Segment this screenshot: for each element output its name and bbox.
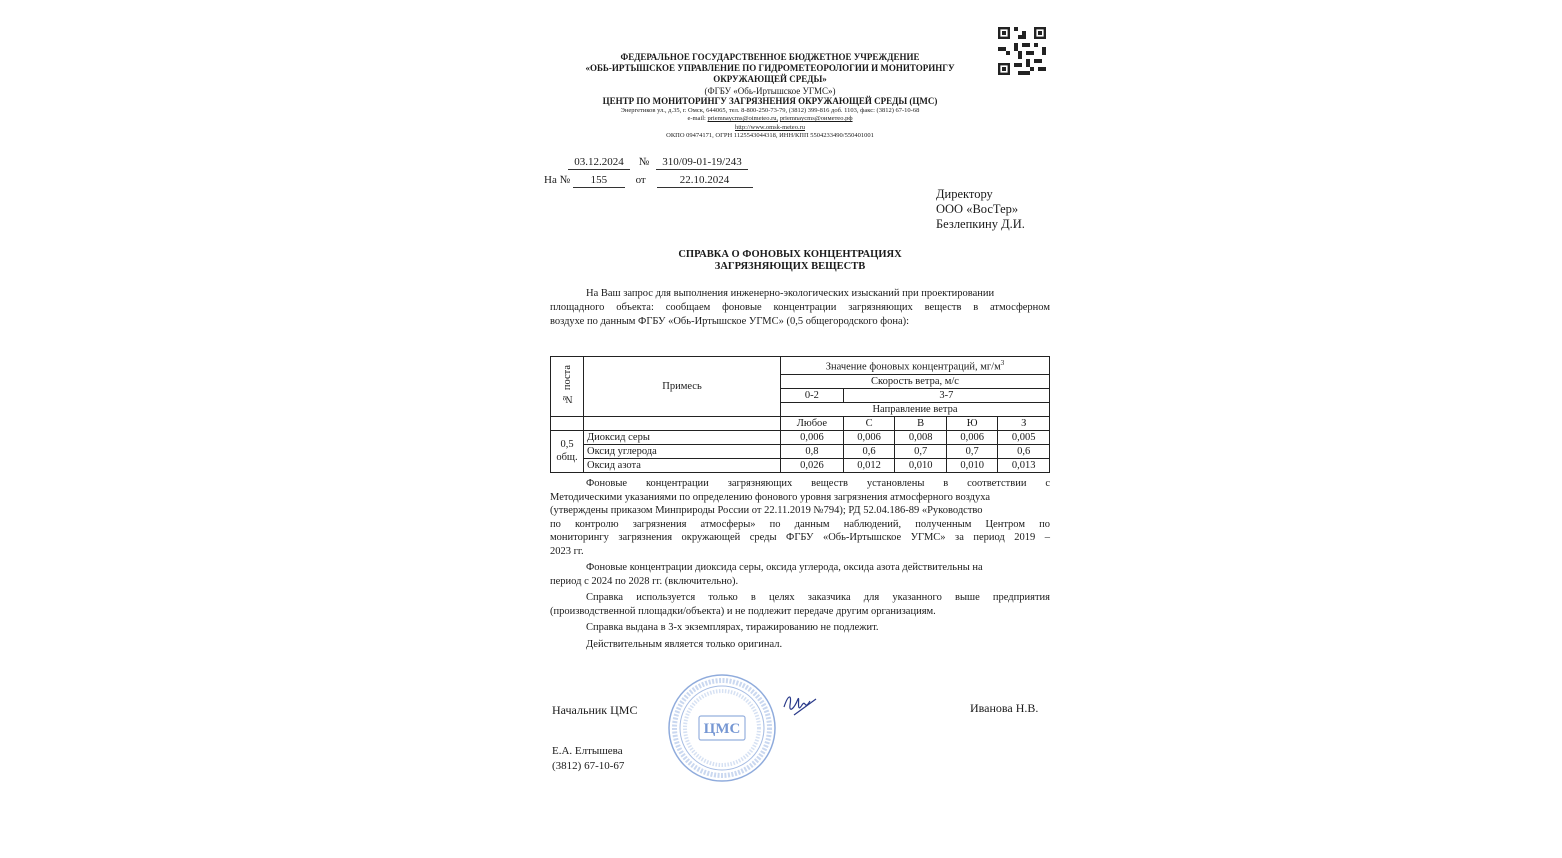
substance-name: Оксид азота xyxy=(584,458,781,472)
p1-line-6: 2023 гг. xyxy=(550,545,584,557)
table-row xyxy=(551,458,1050,472)
p1-line-4: по контролю загрязнения атмосферы» по данным наблюдений, полученным Центром по xyxy=(550,518,1050,530)
reply-reg xyxy=(544,173,753,188)
p3-line-2: (производственной площадки/объекта) и не подлежит передаче другим организациям. xyxy=(550,605,936,617)
title-line-2: ЗАГРЯЗНЯЮЩИХ ВЕЩЕСТВ xyxy=(714,261,866,272)
title-line-1: СПРАВКА О ФОНОВЫХ КОНЦЕНТРАЦИЯХ xyxy=(678,249,902,260)
p1-line-5: мониторингу загрязнения окружающей среды ФГБУ «Обь-Иртышское УГМС» за период 2019 – xyxy=(550,532,1050,543)
signer-position: Начальник ЦМС xyxy=(552,703,638,717)
document-page xyxy=(480,0,1100,858)
value-cell: 0,7 xyxy=(895,444,947,458)
p1-line-1: Фоновые концентрации загрязняющих веществ установлены в соответствии с xyxy=(586,478,1050,489)
executor-phone: (3812) 67-10-67 xyxy=(552,760,625,772)
p5: Действительным является только оригинал. xyxy=(586,638,783,650)
org-short-name: (ФГБУ «Обь-Иртышское УГМС») xyxy=(704,86,836,96)
outgoing-date: 03.12.2024 xyxy=(568,155,630,170)
col-header-wind-dir: Направление ветра xyxy=(781,402,1050,416)
value-cell: 0,6 xyxy=(843,444,895,458)
dir-east: В xyxy=(895,416,947,430)
org-address: Энергетиков ул., д.35, г. Омск, 644065, тел. 8-800-250-73-79, (3812) 399-816 доб. 1103, факс: (3812) 67-10-68 xyxy=(620,107,920,114)
reply-label: На № xyxy=(544,174,571,186)
reply-number: 155 xyxy=(573,173,625,188)
dir-empty-cell xyxy=(551,416,584,430)
org-name-line-3: ОКРУЖАЮЩЕЙ СРЕДЫ» xyxy=(713,74,827,84)
dir-empty-cell xyxy=(584,416,781,430)
email-link-2[interactable]: priemnaycms@оиметео.рф xyxy=(779,115,853,122)
intro-paragraph xyxy=(550,287,1050,329)
p3-line-1: Справка используется только в целях заказчика для указанного выше предприятия xyxy=(586,592,1050,603)
stamp-text: ЦМС xyxy=(703,721,741,737)
center-name: ЦЕНТР ПО МОНИТОРИНГУ ЗАГРЯЗНЕНИЯ ОКРУЖАЮЩЕЙ СРЕДЫ (ЦМС) xyxy=(602,96,938,106)
intro-line-1: На Ваш запрос для выполнения инженерно-экологических изысканий при проектировании xyxy=(586,288,995,299)
p1-line-2: Методическими указаниями по определению фонового уровня загрязнения атмосферного воздуха xyxy=(550,491,991,503)
value-cell: 0,006 xyxy=(946,430,998,444)
p4: Справка выдана в 3-х экземплярах, тиражированию не подлежит. xyxy=(586,622,879,633)
website-link[interactable]: http://www.omsk-meteo.ru xyxy=(735,124,805,131)
col-header-speed-1: 0-2 xyxy=(781,388,844,402)
substance-name: Диоксид серы xyxy=(584,430,781,444)
body-text xyxy=(550,477,1050,651)
dir-any: Любое xyxy=(781,416,844,430)
signer-name: Иванова Н.В. xyxy=(970,701,1039,715)
concentrations-table xyxy=(550,356,1050,473)
col-header-substance: Примесь xyxy=(584,357,781,417)
value-cell: 0,8 xyxy=(781,444,844,458)
executor-name: Е.А. Елтышева xyxy=(552,745,623,757)
value-cell: 0,006 xyxy=(781,430,844,444)
org-emails xyxy=(460,115,1080,123)
outgoing-number: 310/09-01-19/243 xyxy=(656,155,748,170)
col-header-values: Значение фоновых концентраций, $мг/м^3$ xyxy=(781,357,1050,375)
value-cell: 0,005 xyxy=(998,430,1050,444)
table-row xyxy=(551,444,1050,458)
value-cell: 0,013 xyxy=(998,458,1050,472)
post-cell: 0,5 общ. xyxy=(551,430,584,472)
email-link-1[interactable]: priemnaycms@oimeteo.ru, xyxy=(707,115,779,122)
value-cell: 0,7 xyxy=(946,444,998,458)
reply-date: 22.10.2024 xyxy=(657,173,753,188)
value-cell: 0,008 xyxy=(895,430,947,444)
addressee-line-3: Безлепкину Д.И. xyxy=(936,217,1025,231)
from-label: от xyxy=(635,174,646,186)
dir-south: Ю xyxy=(946,416,998,430)
col-header-post: № поста xyxy=(551,357,584,417)
value-cell: 0,010 xyxy=(946,458,998,472)
substance-name: Оксид углерода xyxy=(584,444,781,458)
signature-icon xyxy=(780,685,820,725)
addressee-line-1: Директору xyxy=(936,187,993,201)
value-cell: 0,026 xyxy=(781,458,844,472)
number-label: № xyxy=(638,156,650,168)
outgoing-reg xyxy=(568,155,748,170)
value-cell: 0,006 xyxy=(843,430,895,444)
intro-line-2: площадного объекта: сообщаем фоновые концентрации загрязняющих веществ в атмосферном xyxy=(550,302,1050,313)
p2-line-2: период с 2024 по 2028 гг. (включительно). xyxy=(550,575,739,587)
intro-line-3: воздухе по данным ФГБУ «Обь-Иртышское УГМС» (0,5 общегородского фона): xyxy=(550,316,910,327)
org-codes: ОКПО 09474171, ОГРН 1125543044318, ИНН/КПП 5504233490/550401001 xyxy=(666,132,874,139)
official-stamp-icon xyxy=(666,672,778,784)
value-cell: 0,010 xyxy=(895,458,947,472)
document-title xyxy=(480,249,1100,273)
col-header-wind-speed: Скорость ветра, м/с xyxy=(781,374,1050,388)
value-cell: 0,012 xyxy=(843,458,895,472)
col-header-speed-2: 3-7 xyxy=(843,388,1049,402)
addressee-line-2: ООО «ВосТер» xyxy=(936,202,1019,216)
dir-west: З xyxy=(998,416,1050,430)
email-label: e-mail: xyxy=(687,115,706,122)
dir-north: С xyxy=(843,416,895,430)
table-row xyxy=(551,430,1050,444)
p1-line-3: (утверждены приказом Минприроды России от 22.11.2019 №794); РД 52.04.186-89 «Руководство xyxy=(550,505,983,516)
addressee-block xyxy=(936,187,1025,232)
org-name-line-1: ФЕДЕРАЛЬНОЕ ГОСУДАРСТВЕННОЕ БЮДЖЕТНОЕ УЧРЕЖДЕНИЕ xyxy=(620,52,920,62)
org-name-line-2: «ОБЬ-ИРТЫШСКОЕ УПРАВЛЕНИЕ ПО ГИДРОМЕТЕОРОЛОГИИ И МОНИТОРИНГУ xyxy=(585,63,955,73)
value-cell: 0,6 xyxy=(998,444,1050,458)
p2-line-1: Фоновые концентрации диоксида серы, оксида углерода, оксида азота действительны на xyxy=(586,562,983,573)
